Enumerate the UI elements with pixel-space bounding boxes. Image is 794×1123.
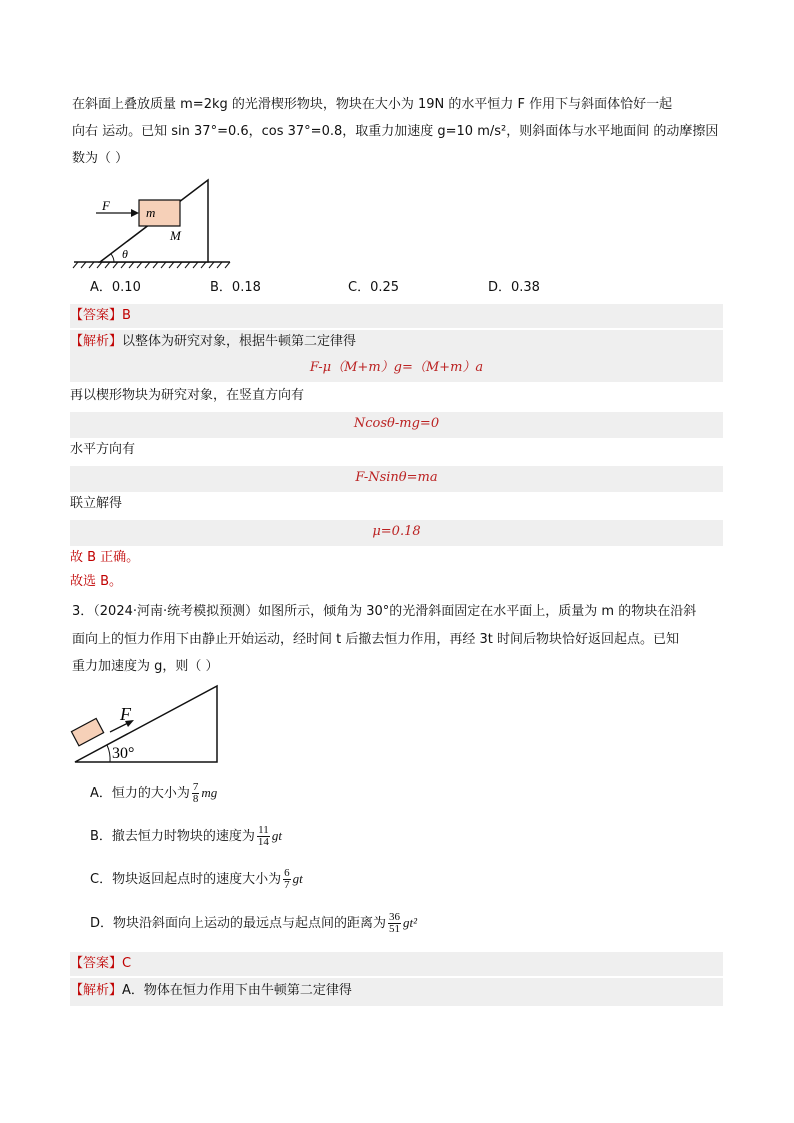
answer-bar: [70, 952, 723, 976]
equation-1: F-μ（M+m）g=（M+m）a: [309, 360, 484, 375]
q3-option-a-text: A．恒力的大小为: [90, 786, 190, 801]
fraction: $\frac{7}{8}$: [192, 781, 199, 805]
q3-stem-line3: 重力加速度为 g，则（ ）: [72, 659, 219, 674]
block-mass-label: m: [146, 205, 156, 220]
equation-3: F-Nsinθ=ma: [355, 470, 438, 485]
fraction: $\frac{11}{14}$: [257, 824, 269, 848]
q2-analysis-line: [70, 332, 356, 352]
q2-option-d: D．0.38: [488, 280, 540, 295]
q3-option-c-tail: gt: [292, 871, 303, 886]
q2-option-a: A．0.10: [90, 280, 141, 295]
q3-option-d-text: D．物块沿斜面向上运动的最远点与起点间的距离为: [90, 916, 387, 931]
q2-text-2: 再以楔形物块为研究对象，在竖直方向有: [70, 388, 305, 403]
q2-option-b: B．0.18: [210, 280, 261, 295]
fraction: $\frac{6}{7}$: [284, 867, 290, 891]
q3-stem-line2: 面向上的恒力作用下由静止开始运动，经时间 t 后撤去恒力作用，再经 3t 时间后物块恰好返回起点。已知: [72, 632, 679, 647]
q2-answer: 【答案】B: [70, 308, 131, 323]
q3-option-d-tail: gt²: [403, 915, 418, 930]
equation-4: μ=0.18: [372, 524, 421, 539]
q3-option-b-tail: gt: [271, 828, 283, 843]
answer-bar: [70, 304, 723, 328]
angle-label: θ: [122, 247, 128, 261]
analysis-label: 【解析】: [70, 334, 123, 349]
force-label: F: [102, 198, 110, 213]
q3-option-d: [90, 912, 417, 935]
q2-conclusion-1: 故 B 正确。: [70, 550, 140, 565]
q2-stem-line1: 在斜面上叠放质量 m=2kg 的光滑楔形物块，物块在大小为 19N 的水平恒力 F 作用下与斜面体恰好一起: [72, 97, 673, 112]
q2-conclusion-2: 故选 B。: [70, 574, 123, 589]
q2-text-3: 水平方向有: [70, 442, 136, 457]
equation-2: Ncosθ-mg=0: [353, 416, 440, 431]
analysis-text: A．物体在恒力作用下由牛顿第二定律得: [122, 983, 352, 998]
q3-option-b-text: B．撤去恒力时物块的速度为: [90, 829, 255, 844]
wedge-mass-label: M: [170, 228, 181, 243]
q2-stem-line3: 数为（ ）: [72, 151, 129, 166]
q3-stem-line1: 3．（2024·河南·统考模拟预测）如图所示，倾角为 30°的光滑斜面固定在水平面上，质量为 m 的物块在沿斜: [72, 604, 697, 619]
analysis-label: 【解析】: [70, 983, 123, 998]
incline-30-figure: [70, 682, 230, 767]
q3-option-a-tail: mg: [201, 785, 218, 800]
q3-answer: 【答案】C: [70, 956, 132, 971]
q3-analysis-line: [70, 981, 352, 1001]
q3-option-a: [90, 782, 217, 805]
q3-option-b: [90, 825, 282, 848]
q2-text-4: 联立解得: [70, 496, 123, 511]
q2-stem-line2: 向右 运动。已知 sin 37°=0.6，cos 37°=0.8，取重力加速度 g=10 m/s²，则斜面体与水平地面间 的动摩擦因: [72, 124, 719, 139]
q3-option-c: [90, 868, 303, 891]
q2-option-c: C．0.25: [348, 280, 400, 295]
fraction: $\frac{36}{51}$: [389, 911, 401, 935]
angle-label-q3: 30°: [112, 745, 135, 762]
q3-option-c-text: C．物块返回起点时的速度大小为: [90, 872, 282, 887]
analysis-text: 以整体为研究对象，根据牛顿第二定律得: [122, 334, 357, 349]
incline-wedge-figure: [70, 176, 240, 271]
force-label-q3: F: [120, 704, 131, 724]
